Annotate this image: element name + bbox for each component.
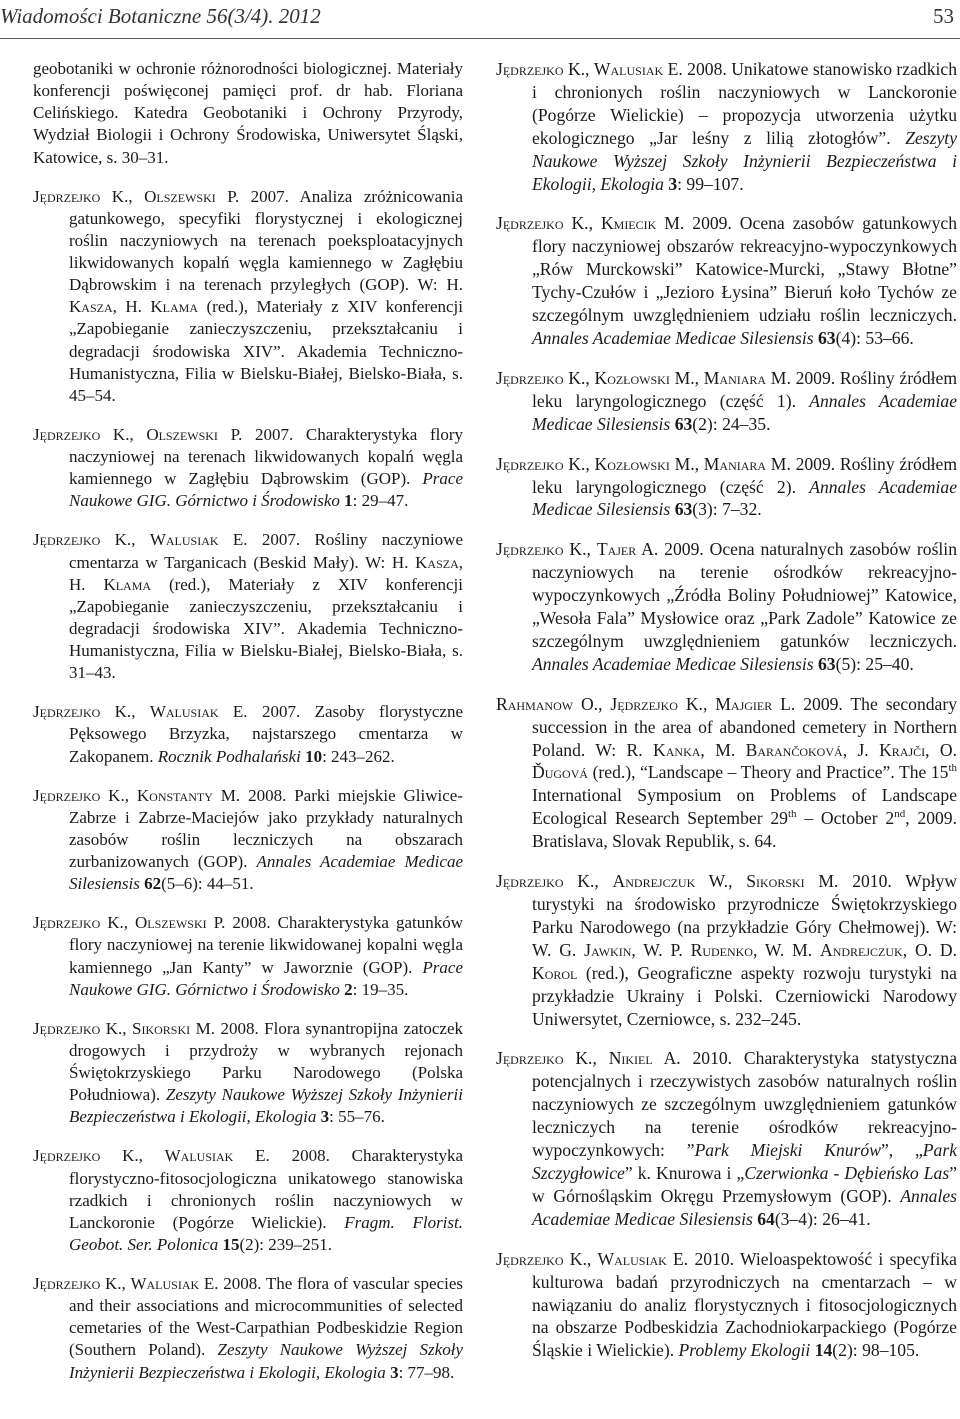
reference-entry (496, 1047, 957, 1230)
page-number: 53 (933, 4, 954, 28)
reference-text: – October 2 (796, 808, 895, 829)
reference-text: 2010. Charakterystyka statystyczna potencjalnych i rzeczywistych zasobów naturalnych roślin naczyniowych ze szczególnym uwzględnieniem gatunków leczniczych na terenie ośrodków rekreacyjno-wypoczynkowych: ” (532, 1048, 958, 1161)
reference-entry (496, 453, 957, 522)
reference-entry (33, 186, 463, 407)
volume-number: 63 (818, 327, 836, 348)
source-title: Annales Academiae Medicae Silesiensis (532, 653, 814, 674)
source-title: Annales Academiae Medicae Silesiensis (532, 1185, 957, 1229)
author-name: Andrejczuk W. (612, 871, 729, 892)
author-name: Korol (532, 962, 578, 983)
author-name: Olszewski P. (146, 424, 243, 444)
author-name: Jędrzejko K. (496, 453, 586, 474)
source-title: Park Szczygłowice (532, 1140, 957, 1183)
left-column (33, 58, 463, 1401)
source-title: Zeszyty Naukowe Wyższej Szkoły Inżynierii Bezpieczeństwa i Ekologii, Ekologia (69, 1085, 463, 1127)
author-name: Jędrzejko K. (33, 186, 129, 206)
volume-number: 3 (390, 1362, 399, 1382)
source-title: Prace Naukowe GIG. Górnictwo i Środowisko (69, 469, 463, 511)
reference-text: , O. (925, 739, 957, 760)
source-title: Annales Academiae Medicae Silesiensis (532, 327, 814, 348)
reference-text: (red.), Geograficzne aspekty rozwoju turystyki na przykładzie Ukrainy i Polski. Czerniowicki Narodowy Uniwersytet, Czerniowce, s. 232–245. (532, 962, 957, 1029)
reference-entry (33, 785, 463, 896)
author-name: Klama (150, 297, 199, 317)
source-title: Annales Academiae Medicae Silesiensis (532, 476, 958, 520)
reference-text: : 99–107. (677, 173, 744, 194)
author-name: Walusiak E. (130, 1274, 219, 1293)
reference-text: , (121, 1274, 131, 1293)
volume-number: 10 (305, 746, 323, 766)
author-name: Jędrzejko K. (610, 693, 703, 714)
reference-entry (33, 701, 463, 767)
reference-entry (33, 1273, 463, 1384)
reference-text: : 55–76. (329, 1107, 385, 1127)
author-name: Jędrzejko K. (496, 1048, 593, 1069)
author-name: Kozłowski M. (594, 367, 695, 388)
reference-text: , (138, 1146, 165, 1166)
author-name: Kmiecik M. (600, 213, 685, 234)
reference-text: (4): 53–66. (835, 327, 914, 348)
right-column (496, 58, 957, 1379)
reference-entry (496, 870, 957, 1030)
reference-text: , (131, 530, 150, 550)
author-name: Barančoková (745, 739, 843, 760)
reference-text: 2008. Parki miejskie Gliwice-Zabrze i Zabrze-Maciejów jako przykłady naturalnych zasobów roślin leczniczych na obszarach zurbanizowanych (GOP). (69, 785, 463, 871)
author-name: Krajči (879, 739, 926, 760)
reference-text: , W. P. (631, 939, 691, 960)
reference-text: , H. (69, 552, 463, 594)
reference-text: , (592, 1048, 609, 1069)
reference-text: , 2009. Bratislava, Slovak Republik, s. 64. (532, 808, 957, 852)
ordinal-suffix: th (787, 808, 797, 821)
reference-text: (5–6): 44–51. (161, 874, 254, 894)
author-name: Jędrzejko K. (33, 1018, 123, 1038)
volume-number: 1 (344, 491, 353, 511)
reference-text: , (124, 785, 137, 805)
author-name: Maniara M. (703, 367, 791, 388)
ordinal-suffix: nd (894, 808, 906, 821)
source-title: Zeszyty Naukowe Wyższej Szkoły Inżynierii Bezpieczeństwa i Ekologii, Ekologia (532, 127, 957, 194)
reference-text: , W. M. (752, 939, 820, 960)
reference-text: 2007. Analiza zróżnicowania gatunkowego, specyfiki florystycznej i ekologicznej roślin naczyniowych na terenach poeksploatacyjnych likwidowanych kopalń węgla kamiennego w Zagłębiu Dąbrowskim i na terenach przyległych (GOP). W: H. (69, 186, 463, 295)
source-title: Fragm. Florist. Geobot. Ser. Polonica (69, 1212, 463, 1254)
reference-text: , (694, 453, 704, 474)
reference-text: , (122, 1018, 133, 1038)
reference-entry (496, 212, 957, 349)
reference-text: (5): 25–40. (835, 653, 914, 674)
reference-text: , (123, 913, 135, 933)
ordinal-suffix: th (948, 762, 957, 775)
author-name: Jędrzejko K. (496, 59, 586, 79)
volume-number: 63 (674, 413, 693, 434)
author-name: Jawkin (584, 939, 632, 960)
author-name: Kozłowski M. (594, 453, 695, 474)
reference-text: , (585, 59, 594, 79)
author-name: Kasza (415, 552, 459, 572)
reference-text: 2010. Wieloaspektowość i specyfika kulturowa badań przyrodniczych na cmentarzach – w nawiązaniu do analiz florystycznych i fitosocjologicznych na obszarze Podbeskidzia Zachodniokarpackiego (Pogórze Śląskie i Wielickie). (532, 1248, 957, 1361)
source-title: Zeszyty Naukowe Wyższej Szkoły Inżynierii Bezpieczeństwa i Ekologii, Ekologia (69, 1340, 463, 1382)
author-name: Konstanty M. (136, 785, 241, 805)
reference-text: , (588, 213, 601, 234)
reference-text: 2007. Rośliny naczyniowe cmentarza w Targanicach (Beskid Mały). W: H. (69, 530, 463, 572)
reference-text: , (585, 367, 595, 388)
reference-text: (2): 24–35. (692, 413, 771, 434)
source-title: Annales Academiae Medicae Silesiensis (532, 390, 958, 434)
author-name: Ďugová (532, 762, 589, 783)
reference-entry (496, 58, 957, 195)
reference-text: , (129, 424, 147, 444)
author-name: Jędrzejko K. (496, 367, 586, 388)
author-name: Jędrzejko K. (496, 213, 589, 234)
reference-text: 2010. Wpływ turystyki na środowisko przyrodnicze Świętokrzyskiego Parku Narodowego (na przykładzie Góry Chełmowej). W: W. G. (532, 871, 958, 960)
reference-text: , J. (842, 739, 880, 760)
reference-text: , (131, 702, 150, 722)
reference-text: 2007. Charakterystyka flory naczyniowej na terenach likwidowanych kopalń węgla kamiennego w Zagłębiu Dąbrowskim (GOP). (69, 424, 463, 489)
volume-number: 15 (222, 1234, 240, 1254)
author-name: Walusiak E. (597, 1248, 689, 1269)
reference-text: , (128, 186, 145, 206)
author-name: Walusiak E. (164, 1146, 270, 1166)
reference-text: : 29–47. (352, 491, 409, 511)
page-header (0, 0, 960, 39)
reference-text: 2009. Rośliny źródłem leku laryngologicznego (część 2). (532, 453, 958, 497)
source-title: Park Miejski Knurów (694, 1140, 881, 1161)
reference-text: (2): 98–105. (832, 1340, 920, 1361)
reference-text: , (598, 693, 611, 714)
author-name: Klama (103, 574, 152, 594)
reference-text: 2008. Charakterystyka gatunków flory naczyniowej na terenie likwidowanej kopalni węgla kamiennego „Jan Kanty” w Jaworznie (GOP). (69, 913, 463, 977)
reference-text: , (586, 1248, 598, 1269)
reference-entry (33, 58, 463, 169)
reference-text: , O. D. (902, 939, 957, 960)
reference-text: 2008. Charakterystyka florystyczno-fitosocjologiczna unikatowego stanowiska rzadkich i chronionych roślin naczyniowych w Lanckoronie (Pogórze Wielickie). (69, 1146, 464, 1232)
reference-text: , (694, 367, 704, 388)
reference-text: 2009. Rośliny źródłem leku laryngologicznego (część 1). (532, 367, 958, 411)
reference-entry (496, 538, 957, 675)
reference-text: 2008. Flora synantropijna zatoczek drogowych i przydroży w wybranych rejonach Świętokrzyskiego Parku Narodowego (Polska Południowa). (69, 1018, 463, 1105)
reference-entry (33, 1018, 463, 1129)
volume-number: 63 (818, 653, 836, 674)
author-name: Walusiak E. (593, 59, 683, 79)
volume-number: 2 (344, 979, 353, 999)
reference-text: (3): 7–32. (692, 499, 762, 520)
author-name: Rahmanow O. (496, 693, 599, 714)
author-name: Walusiak E. (149, 530, 248, 550)
author-name: Andrejczuk (820, 939, 903, 960)
volume-number: 3 (320, 1107, 330, 1127)
reference-text: : 243–262. (322, 746, 395, 766)
author-name: Rudenko (690, 939, 753, 960)
author-name: Maniara M. (703, 453, 791, 474)
reference-text: : 19–35. (352, 979, 409, 999)
author-name: Sikorski M. (132, 1018, 215, 1038)
author-name: Jędrzejko K. (33, 913, 124, 933)
author-name: Olszewski P. (144, 186, 240, 206)
reference-text: (2): 239–251. (239, 1234, 332, 1254)
reference-text: , (586, 539, 597, 560)
reference-text: ”, „ (880, 1140, 923, 1161)
volume-number: 63 (674, 499, 693, 520)
source-title: Czerwionka - Dębieńsko Las (744, 1162, 950, 1183)
volume-number: 3 (668, 173, 678, 194)
reference-text: ” k. Knurowa i „ (624, 1162, 745, 1183)
author-name: Majgier L. (715, 693, 796, 714)
volume-number: 64 (757, 1208, 775, 1229)
author-name: Jędrzejko K. (33, 424, 130, 444)
reference-text: (red.), Materiały z XIV konferencji „Zapobieganie zanieczyszczeniu, przekształcaniu i degradacji środowiska XIV”. Akademia Techniczno-Humanistyczna, Filia w Bielsku-Białej, Bielsko-Biała, s. 45–54. (69, 297, 463, 405)
author-name: Kanka (653, 739, 701, 760)
author-name: Jędrzejko K. (496, 871, 595, 892)
journal-title: Wiadomości Botaniczne 56(3/4). 2012 (0, 4, 321, 28)
reference-entry (33, 529, 463, 684)
author-name: Jędrzejko K. (33, 530, 132, 550)
reference-text: , M. (700, 739, 746, 760)
reference-text: , (702, 693, 716, 714)
reference-text: International Symposium on Problems of Landscape Ecological Research September 29 (532, 785, 957, 829)
source-title: Problemy Ekologii (678, 1340, 811, 1361)
reference-text: ” w Górnośląskim Okręgu Przemysłowym (GOP). (532, 1162, 957, 1206)
reference-text: (red.), Materiały z XIV konferencji „Zapobieganie zanieczyszczeniu, przekształcaniu i degradacji środowiska XIV”. Akademia Techniczno-Humanistyczna, Filia w Bielsku-Białej, Bielsko-Biała, s. 31–43. (69, 574, 463, 683)
reference-text: , H. (112, 297, 151, 317)
reference-text: 2007. Zasoby florystyczne Pęksowego Brzyzka, najstarszego cmentarza w Zakopanem. (69, 702, 464, 766)
author-name: Jędrzejko K. (496, 1248, 587, 1269)
reference-entry (496, 1248, 957, 1363)
reference-entry (496, 693, 957, 853)
author-name: Jędrzejko K. (33, 1146, 139, 1166)
reference-text: 2009. Ocena zasobów gatunkowych flory naczyniowej obszarów rekreacyjno-wypoczynkowych „Rów Murckowski” Katowice-Murcki, „Stawy Błotne” Tychy-Czułów i „Jezioro Łysina” Bieruń koło Tychów ze szczególnym uwzględnieniem udziału roślin leczniczych. (532, 213, 958, 326)
reference-entry (33, 912, 463, 1001)
author-name: Kasza (69, 297, 113, 317)
reference-text: (red.), “Landscape – Theory and Practice”. The 15 (588, 762, 949, 783)
volume-number: 14 (814, 1340, 833, 1361)
reference-text: 2008. Unikatowe stanowisko rzadkich i chronionych roślin naczyniowych w Lanckoronie (Pogórze Wielickie) – propozycja utworzenia użytku ekologicznego „Jar leśny z lilią złotogłów”. (532, 59, 957, 148)
source-title: Rocznik Podhalański (157, 746, 301, 766)
author-name: Jędrzejko K. (496, 539, 587, 560)
volume-number: 62 (144, 874, 162, 894)
reference-text: , (594, 871, 613, 892)
author-name: Walusiak E. (149, 702, 248, 722)
author-name: Jędrzejko K. (33, 1274, 122, 1293)
author-name: Sikorski M. (746, 871, 839, 892)
reference-text: (3–4): 26–41. (774, 1208, 871, 1229)
author-name: Olszewski P. (135, 913, 226, 933)
reference-text: , (585, 453, 595, 474)
reference-entry (33, 1145, 463, 1256)
reference-entry (496, 367, 957, 436)
source-title: Annales Academiae Medicae Silesiensis (69, 852, 463, 894)
reference-text: geobotaniki w ochronie różnorodności biologicznej. Materiały konferencji poświęconej pamięci prof. dr hab. Floriana Celińskiego. Katedra Geobotaniki i Ochrony Przyrody, Wydział Biologii i Ochrony Środowiska, Uniwersytet Śląski, Katowice, s. 30–31. (33, 59, 463, 167)
reference-text: 2009. The secondary succession in the area of abandoned cemetery in Northern Poland. W: R. (532, 693, 958, 760)
source-title: Prace Naukowe GIG. Górnictwo i Środowisko (69, 957, 463, 999)
reference-text: , (728, 871, 747, 892)
reference-text: : 77–98. (398, 1362, 455, 1382)
author-name: Jędrzejko K. (33, 785, 125, 805)
author-name: Jędrzejko K. (33, 702, 132, 722)
author-name: Nikiel A. (608, 1048, 681, 1069)
reference-text: 2008. The flora of vascular species and their associations and microcommunities of selected cemetaries of the West-Carpathian Podbeskidzie Region (Southern Poland). (69, 1274, 464, 1360)
reference-text: 2009. Ocena naturalnych zasobów roślin naczyniowych na terenie ośrodków rekreacyjno-wypoczynkowych „Źródła Boliny Południowej” Katowice, „Wesoła Fala” Mysłowice oraz „Park Zadole” Katowice ze szczególnym uwzględnieniem gatunków leczniczych. (532, 539, 957, 651)
author-name: Tajer A. (596, 539, 659, 560)
reference-entry (33, 424, 463, 513)
